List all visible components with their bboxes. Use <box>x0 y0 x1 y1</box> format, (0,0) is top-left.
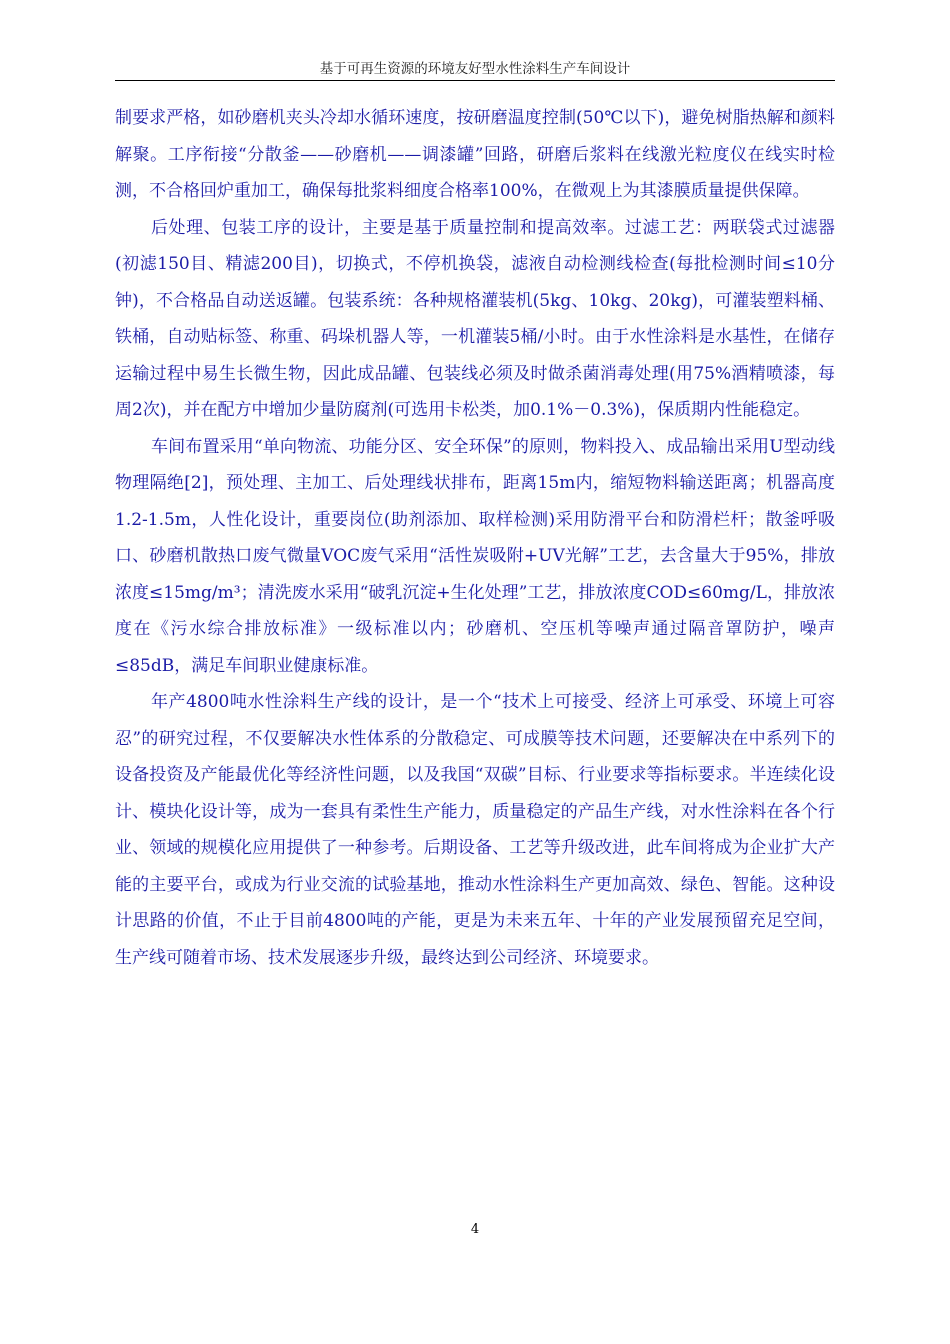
body-text <box>115 100 835 976</box>
paragraph-workshop-layout: 车间布置采用“单向物流、功能分区、安全环保”的原则，物料投入、成品输出采用U型动线物理隔绝[2]，预处理、主加工、后处理线状排布，距离15m内，缩短物料输送距离；机器高度1.2-1.5m，人性化设计，重要岗位(助剂添加、取样检测)采用防滑平台和防滑栏杆；散釜呼吸口、砂磨机散热口废气微量VOC废气采用“活性炭吸附+UV光解”工艺，去含量大于95%，排放浓度≤15mg/m³；清洗废水采用“破乳沉淀+生化处理”工艺，排放浓度COD≤60mg/L，排放浓度在《污水综合排放标准》一级标准以内；砂磨机、空压机等噪声通过隔音罩防护，噪声≤85dB，满足车间职业健康标准。 <box>115 436 835 676</box>
paragraph-continuation: 制要求严格，如砂磨机夹头冷却水循环速度，按研磨温度控制(50℃以下)，避免树脂热解和颜料解聚。工序衔接“分散釜——砂磨机——调漆罐”回路，研磨后浆料在线激光粒度仪在线实时检测，不合格回炉重加工，确保每批浆料细度合格率100%，在微观上为其漆膜质量提供保障。 <box>115 108 835 201</box>
header-divider <box>115 80 835 81</box>
paragraph-post-processing: 后处理、包装工序的设计，主要是基于质量控制和提高效率。过滤工艺：两联袋式过滤器(初滤150目、精滤200目)，切换式，不停机换袋，滤液自动检测线检查(每批检测时间≤10分钟)，不合格品自动送返罐。包装系统：各种规格灌装机(5kg、10kg、20kg)，可灌装塑料桶、铁桶，自动贴标签、称重、码垛机器人等，一机灌装5桶/小时。由于水性涂料是水基性，在储存运输过程中易生长微生物，因此成品罐、包装线必须及时做杀菌消毒处理(用75%酒精喷漆，每周2次)，并在配方中增加少量防腐剂(可选用卡松类，加0.1%－0.3%)，保质期内性能稳定。 <box>115 217 835 420</box>
page-number: 4 <box>470 1222 480 1237</box>
running-header: 基于可再生资源的环境友好型水性涂料生产车间设计 <box>319 61 631 77</box>
paragraph-conclusion: 年产4800吨水性涂料生产线的设计，是一个“技术上可接受、经济上可承受、环境上可容忍”的研究过程，不仅要解决水性体系的分散稳定、可成膜等技术问题，还要解决在中系列下的设备投资及产能最优化等经济性问题，以及我国“双碳”目标、行业要求等指标要求。半连续化设计、模块化设计等，成为一套具有柔性生产能力，质量稳定的产品生产线，对水性涂料在各个行业、领域的规模化应用提供了一种参考。后期设备、工艺等升级改进，此车间将成为企业扩大产能的主要平台，或成为行业交流的试验基地，推动水性涂料生产更加高效、绿色、智能。这种设计思路的价值，不止于目前4800吨的产能，更是为未来五年、十年的产业发展预留充足空间，生产线可随着市场、技术发展逐步升级，最终达到公司经济、环境要求。 <box>115 692 835 968</box>
